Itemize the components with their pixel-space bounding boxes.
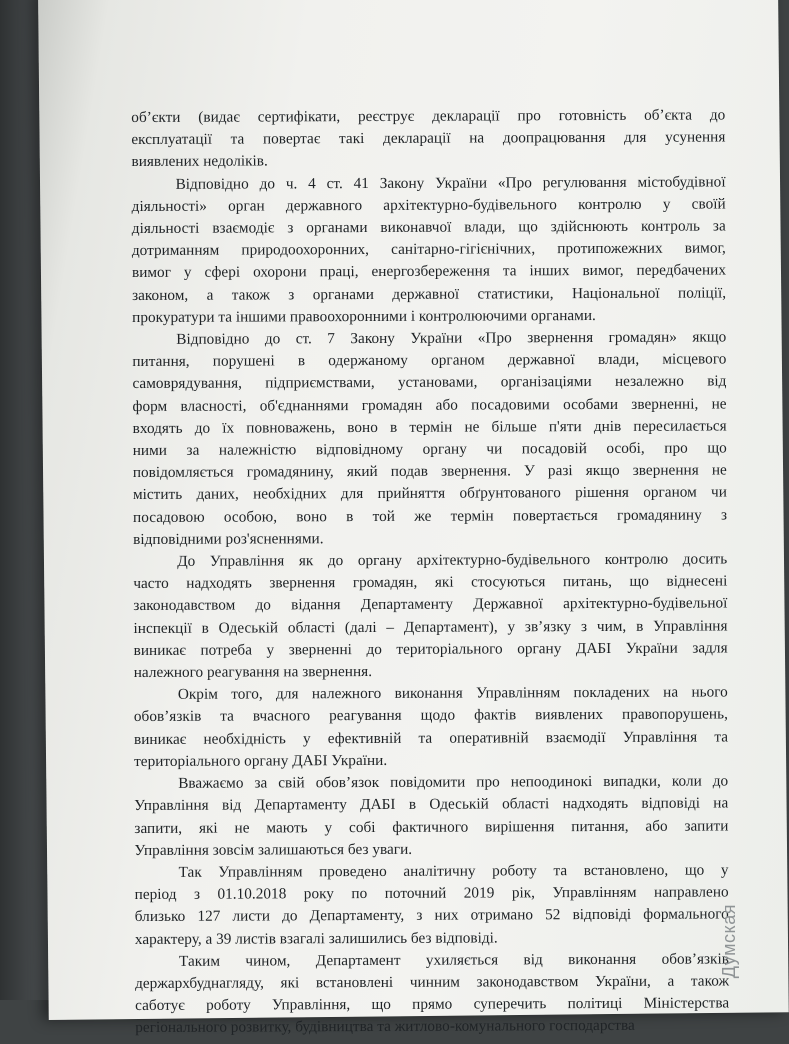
paragraph — [135, 859, 729, 950]
document-body — [131, 104, 729, 1039]
text-line: Таким чином, Департамент ухиляється від виконання обов’язків — [178, 950, 729, 970]
text-line: відповідними роз'ясненнями. — [133, 530, 324, 548]
text-line: Відповідно до ст. 7 Закону України «Про звернення громадян» якщо — [176, 328, 727, 348]
text-line: регіонального розвитку, будівництва та житлово-комунального господарства — [135, 1017, 635, 1037]
text-line: інспекції в Одеській області (далі – Департамент), у зв’язку з чим, в Управління — [133, 617, 728, 637]
paragraph — [132, 171, 727, 329]
text-line: прокуратури та іншими правоохоронними і контролюючими органами. — [132, 306, 596, 326]
text-line: Відповідно до ч. 4 ст. 41 Закону України «Про регулювання містобудівної — [175, 173, 726, 193]
paragraph — [135, 948, 729, 1039]
text-line: містить даних, необхідних для прийняття обґрунтованого рішення органом чи — [132, 483, 727, 504]
text-line: виникає необхідність у ефективній та оперативній взаємодії Управління та — [133, 728, 729, 748]
text-line: посадовою особою, воно в той же термін повертається громадянину з — [132, 506, 728, 526]
watermark: Думская — [719, 903, 739, 978]
text-line: законом, а також з органами державної статистики, Національної поліції, — [132, 284, 727, 304]
text-line: вимог у сфері охорони праці, енергозбереження та інших вимог, передбачених — [131, 261, 726, 282]
text-line: характеру, а 39 листів взагалі залишились без відповіді. — [134, 928, 498, 948]
text-line: законодавством до відання Департаменту Державної архітектурно-будівельної — [133, 594, 728, 615]
text-line: Управління від Департаменту ДАБІ в Одеській області надходять відповіді на — [134, 794, 729, 815]
text-line: ними за належністю відповідному органу чи посадовій особі, про що — [132, 439, 727, 460]
text-line: діяльності» орган державного архітектурно-будівельного контролю у своїй — [131, 195, 726, 215]
text-line: держархбуднагляду, які встановлені чинним законодавством України, а також — [135, 972, 730, 992]
text-line: Управління зовсім залишаються без уваги. — [134, 840, 413, 859]
text-line: запити, які не мають у собі фактичного вирішення питання, або запити — [134, 816, 729, 837]
text-line: До Управління як до органу архітектурно-будівельного контролю досить — [177, 550, 728, 570]
text-line: Вважаємо за свій обов’язок повідомити про непоодинокі випадки, коли до — [178, 772, 729, 792]
paragraph — [132, 326, 727, 551]
text-line: обов’язків та вчасного реагування щодо фактів виявлених правопорушень, — [133, 705, 728, 726]
text-line: Окрім того, для належного виконання Управлінням покладених на нього — [177, 683, 728, 704]
text-line: дотриманням природоохоронних, санітарно-гігієнічних, протипожежних вимог, — [131, 239, 726, 260]
text-line: виникає потреба у зверненні до територіального органу ДАБІ України задля — [133, 639, 728, 659]
text-line: самоврядування, підприємствами, установами, організаціями незалежно від — [132, 372, 727, 393]
text-line: Так Управлінням проведено аналітичну роботу та встановлено, що у — [178, 861, 729, 881]
text-line: саботує роботу Управління, що прямо суперечить політиці Міністерства — [135, 994, 730, 1015]
paragraph — [134, 771, 728, 862]
text-line: об’єкти (видає сертифікати, реєструє декларації про готовність об’єкта до — [131, 106, 726, 127]
text-line: експлуатації та повертає такі декларації на доопрацювання для усунення — [131, 128, 726, 149]
text-line: часто надходять звернення громадян, які стосуються питань, що віднесені — [133, 572, 728, 593]
text-line: близько 127 листи до Департаменту, з них отримано 52 відповіді формального — [134, 905, 729, 926]
text-line: територіального органу ДАБІ України. — [134, 751, 388, 770]
text-line: діяльності взаємодіє з органами виконавчої влади, що здійснюють контроль за — [131, 217, 726, 238]
text-line: виявлених недоліків. — [131, 152, 268, 171]
text-line: форм власності, об'єднаннями громадян або посадовими особами зверненні, не — [132, 395, 727, 415]
text-line: період з 01.10.2018 року по поточний 2019 рік, Управлінням направлено — [134, 883, 729, 904]
paragraph — [133, 548, 728, 684]
text-line: питання, порушені в одержаному органом державної влади, місцевого — [132, 350, 727, 371]
paragraph — [131, 104, 725, 173]
text-line: належного реагування на звернення. — [133, 663, 373, 682]
document-page — [38, 0, 789, 1037]
paragraph — [134, 682, 728, 773]
text-line: входять до їх повноважень, воно в термін не більше п'яти днів пересилається — [132, 417, 727, 437]
text-line: повідомляється громадянину, який подав звернення. У разі якщо звернення не — [132, 461, 727, 482]
